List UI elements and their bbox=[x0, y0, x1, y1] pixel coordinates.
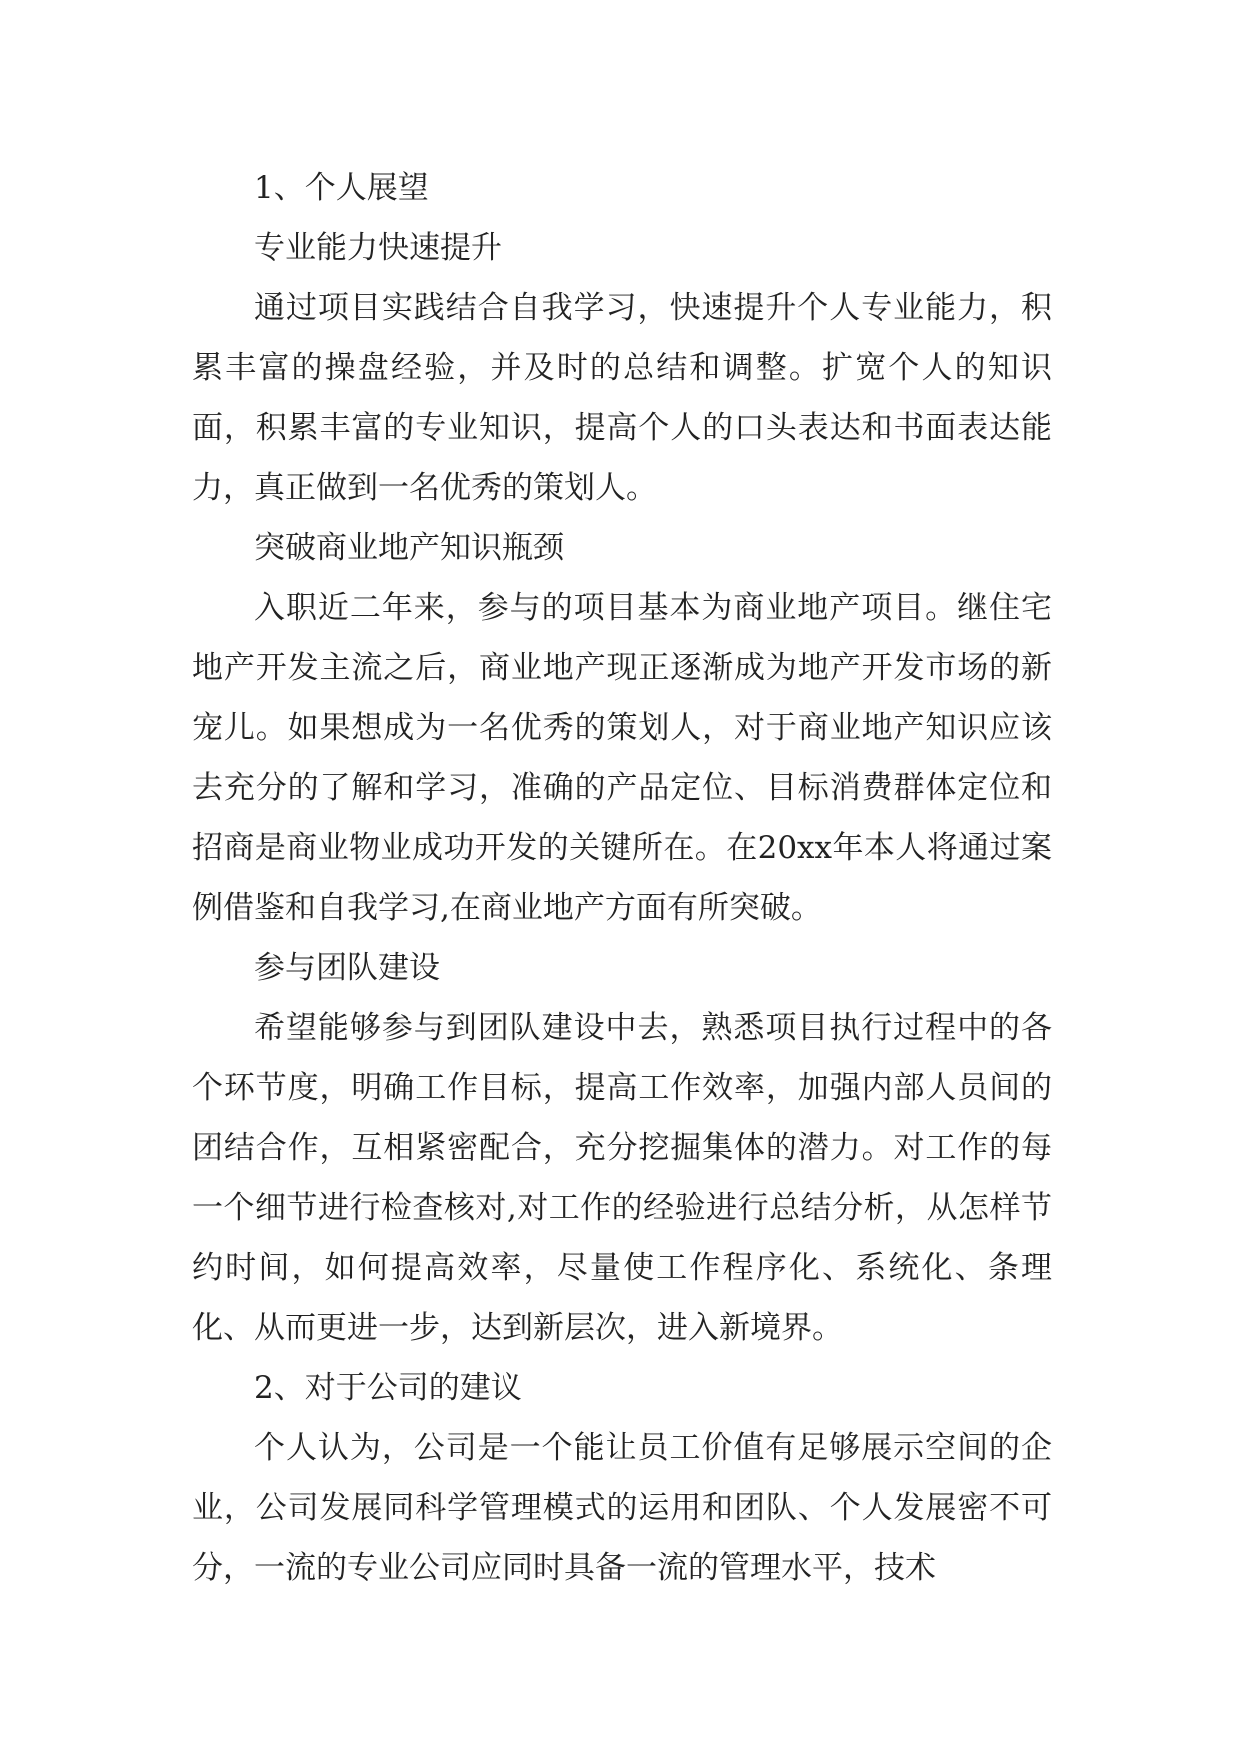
paragraph-commercial-real-estate: 入职近二年来，参与的项目基本为商业地产项目。继住宅地产开发主流之后，商业地产现正逐渐成为地产开发市场的新宠儿。如果想成为一名优秀的策划人，对于商业地产知识应该去充分的了解和学习，准确的产品定位、目标消费群体定位和招商是商业物业成功开发的关键所在。在20xx年本人将通过案例借鉴和自我学习,在商业地产方面有所突破。 bbox=[192, 590, 1052, 926]
paragraph-company-suggestions: 个人认为，公司是一个能让员工价值有足够展示空间的企业，公司发展同科学管理模式的运用和团队、个人发展密不可分，一流的专业公司应同时具备一流的管理水平，技术 bbox=[192, 1430, 1052, 1586]
paragraph-professional-ability: 通过项目实践结合自我学习，快速提升个人专业能力，积累丰富的操盘经验，并及时的总结和调整。扩宽个人的知识面，积累丰富的专业知识，提高个人的口头表达和书面表达能力，真正做到一名优秀的策划人。 bbox=[192, 290, 1052, 506]
heading-company-suggestions: 2、对于公司的建议 bbox=[254, 1370, 522, 1406]
paragraph-team-building: 希望能够参与到团队建设中去，熟悉项目执行过程中的各个环节度，明确工作目标，提高工作效率，加强内部人员间的团结合作，互相紧密配合，充分挖掘集体的潜力。对工作的每一个细节进行检查核对,对工作的经验进行总结分析，从怎样节约时间，如何提高效率，尽量使工作程序化、系统化、条理化、从而更进一步，达到新层次，进入新境界。 bbox=[192, 1010, 1052, 1346]
document-body bbox=[192, 158, 1052, 1598]
subheading-team-building: 参与团队建设 bbox=[254, 950, 440, 986]
heading-personal-outlook: 1、个人展望 bbox=[254, 170, 429, 206]
subheading-professional-ability: 专业能力快速提升 bbox=[254, 230, 502, 266]
subheading-commercial-real-estate: 突破商业地产知识瓶颈 bbox=[254, 530, 564, 566]
